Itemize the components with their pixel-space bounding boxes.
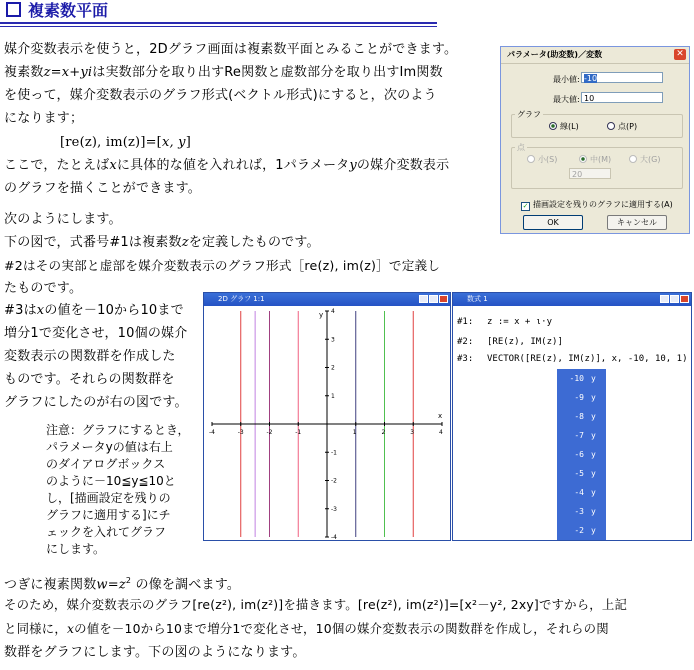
y-tick-label: -4 [331, 534, 337, 541]
cell-variable: y [591, 450, 596, 459]
y-tick-label: 3 [331, 336, 335, 344]
y-tick-label: 4 [331, 308, 335, 315]
vector-cell [557, 483, 606, 502]
cell-variable: y [591, 374, 596, 383]
note-line: グラフに適用する]にチ [46, 508, 171, 522]
vector-cell [557, 407, 606, 426]
para-line: そのため，媒介変数表示のグラフ[re(z²), im(z²)]を描きます。[re(z²), im(z²)]=[x²－y², 2xy]ですから，上記 [4, 597, 628, 612]
graph-window-titlebar[interactable] [204, 293, 450, 306]
x-tick-label: -4 [209, 429, 215, 436]
vector-cell [557, 369, 606, 388]
cell-value: -2 [574, 526, 584, 535]
para-line: と同様に，xの値を－10から10まで増分1で変化させ，10個の媒介変数表示の関数群を作成し，それらの関 [4, 621, 609, 636]
note-line: パラメータyの値は右上 [46, 440, 173, 454]
point-size-spinner[interactable]: 20 [569, 168, 611, 179]
para-line: のグラフを描くことができます。 [4, 181, 201, 196]
expr-1[interactable]: z := x + ι·y [487, 317, 553, 327]
ok-button[interactable]: OK [523, 215, 583, 230]
close-icon[interactable] [439, 295, 448, 303]
radio-point[interactable]: 点(P) [607, 121, 637, 132]
para-line: を使って，媒介変数表示のグラフ形式(ベクトル形式)にすると，次のよう [4, 88, 437, 103]
section-heading: 複素数平面 [6, 0, 108, 22]
para-line: 媒介変数表示を使うと，2Dグラフ画面は複素数平面とみることができます。 [4, 42, 458, 57]
max-value-input[interactable]: 10 [581, 92, 663, 103]
heading-rule-thin [0, 26, 437, 27]
vector-cell [557, 388, 606, 407]
para-line: ものです。それらの関数群を [4, 372, 175, 387]
radio-small[interactable]: 小(S) [527, 154, 557, 165]
para-line: グラフにしたのが右の図です。 [4, 395, 188, 410]
x-tick-label: -1 [295, 429, 302, 436]
formula: [re(z), im(z)]=[x, y] [60, 135, 191, 150]
radio-icon [607, 122, 615, 130]
para-line: 複素数z=x+yiは実数部分を取り出すRe関数と虚数部分を取り出すIm関数 [4, 65, 443, 80]
cell-value: -5 [574, 469, 584, 478]
x-tick-label: 3 [410, 429, 415, 436]
note-line: ェックを入れてグラフ [46, 525, 167, 539]
para-line: #2はその実部と虚部を媒介変数表示のグラフ形式［re(z), im(z)］で定義し [4, 258, 441, 273]
minimize-icon[interactable] [660, 295, 669, 303]
radio-icon [629, 155, 637, 163]
vector-result-column[interactable] [557, 369, 606, 540]
para-line: 変数表示の関数群を作成した [4, 349, 176, 364]
cell-variable: y [591, 469, 596, 478]
cell-value: -8 [574, 412, 584, 421]
plot-area[interactable] [204, 307, 450, 541]
x-tick-label: -3 [237, 429, 244, 436]
expr-2[interactable]: [RE(z), IM(z)] [487, 337, 563, 347]
maximize-icon[interactable] [670, 295, 679, 303]
checkbox-square-icon [6, 2, 21, 17]
y-tick-label: 1 [331, 392, 335, 400]
note-line: にします。 [46, 542, 106, 556]
note-line: のダイアログボックス [46, 457, 166, 471]
expr-number: #2: [457, 337, 474, 347]
cell-variable: y [591, 526, 596, 535]
cell-variable: y [591, 431, 596, 440]
cell-variable: y [591, 488, 596, 497]
note-line: 注意：グラフにするとき， [46, 423, 190, 437]
cell-variable: y [591, 412, 596, 421]
vector-cell [557, 502, 606, 521]
para-line: 増分1で変化させ，10個の媒介 [4, 326, 188, 341]
para-line: #3はxの値を－10から10まで [4, 303, 184, 318]
parameter-dialog [500, 46, 690, 234]
x-tick-label: -2 [266, 429, 273, 436]
para-line: になります； [4, 111, 84, 126]
max-label: 最大値: [553, 95, 580, 104]
y-tick-label: -3 [331, 505, 337, 513]
cell-value: -7 [574, 431, 584, 440]
checkmark-icon: ✓ [522, 202, 529, 210]
y-axis-label: y [319, 311, 324, 319]
min-label: 最小値: [553, 75, 580, 84]
expr-number: #1: [457, 317, 474, 327]
x-tick-label: 2 [381, 429, 386, 436]
y-tick-label: 2 [331, 364, 335, 372]
algebra-window-title: 数式 1 [467, 295, 488, 303]
cell-value: -6 [574, 450, 584, 459]
maximize-icon[interactable] [429, 295, 438, 303]
vector-cell [557, 464, 606, 483]
graph-group-label: グラフ [517, 110, 541, 119]
radio-selected-icon [549, 122, 557, 130]
close-icon[interactable]: ✕ [674, 49, 686, 60]
cell-value: -3 [574, 507, 584, 516]
min-value-input[interactable]: -10 [581, 72, 663, 83]
para-line: 次のようにします。 [4, 212, 122, 227]
radio-medium[interactable]: 中(M) [579, 154, 611, 165]
para-line: 下の図で，式番号#1は複素数zを定義したものです。 [4, 235, 320, 250]
radio-icon [527, 155, 535, 163]
size-group-label: 点 [517, 143, 525, 152]
para-line: つぎに複素関数$w=z^2$ の像を調べます。 [4, 576, 241, 593]
close-icon[interactable] [680, 295, 689, 303]
note-line: し，[描画設定を残りの [46, 491, 171, 505]
x-axis-label: x [438, 412, 443, 420]
algebra-window-titlebar[interactable] [453, 293, 691, 306]
para-line: たものです。 [4, 281, 83, 296]
cell-variable: y [591, 393, 596, 402]
y-tick-label: -2 [331, 477, 337, 485]
heading-rule [0, 22, 437, 24]
cancel-button[interactable]: キャンセル [607, 215, 667, 230]
x-tick-label: 4 [439, 429, 443, 436]
expr-number: #3: [457, 354, 474, 364]
radio-selected-icon [579, 155, 587, 163]
cell-value: -4 [574, 488, 584, 497]
vector-cell [557, 445, 606, 464]
radio-line[interactable]: 線(L) [549, 121, 579, 132]
expr-3[interactable]: VECTOR([RE(z), IM(z)], x, -10, 10, 1) [487, 354, 688, 364]
dialog-title: パラメータ(助変数)／変数 [501, 47, 689, 64]
para-line: ここで，たとえばxに具体的な値を入れれば，1パラメータyの媒介変数表示 [4, 158, 450, 173]
vector-cell [557, 426, 606, 445]
para-line: 数群をグラフにします。下の図のようになります。 [4, 645, 306, 660]
graph-window-title: 2D グラフ 1:1 [218, 295, 265, 303]
cell-value: -9 [574, 393, 584, 402]
radio-large[interactable]: 大(G) [629, 154, 660, 165]
cell-variable: y [591, 507, 596, 516]
vector-cell [557, 521, 606, 540]
graph-window [203, 292, 451, 541]
note-line: のように－10≦y≦10と [46, 474, 176, 488]
apply-to-rest-checkbox[interactable]: ✓ 描画設定を残りのグラフに適用する(A) [522, 200, 673, 210]
cell-value: -10 [569, 374, 584, 383]
minimize-icon[interactable] [419, 295, 428, 303]
y-tick-label: -1 [331, 449, 337, 457]
x-tick-label: 1 [352, 429, 357, 436]
